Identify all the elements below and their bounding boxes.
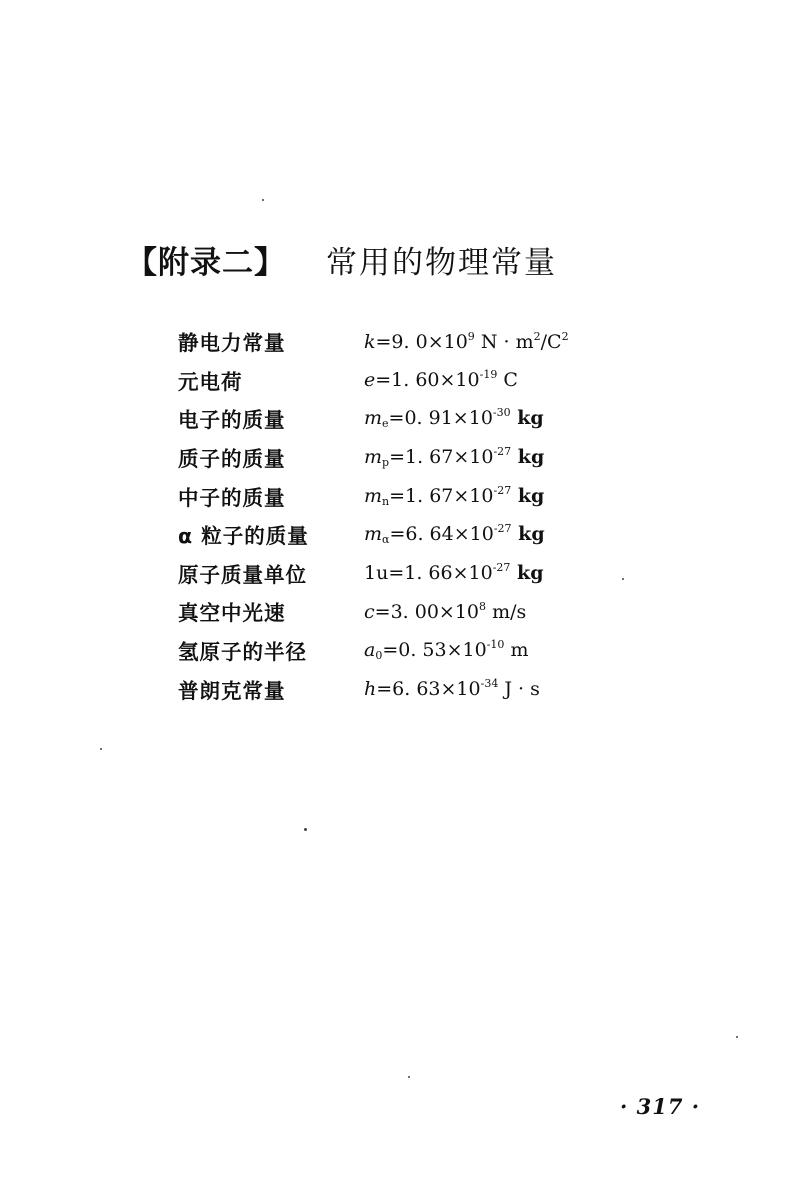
constant-subscript: 0 <box>375 649 383 663</box>
constant-subscript: e <box>382 417 389 431</box>
constant-name: 真空中光速 <box>178 601 286 626</box>
constant-mantissa: =6. 64×10 <box>389 523 494 546</box>
constant-symbol: k <box>364 330 376 353</box>
appendix-label: 【附录二】 <box>126 244 286 281</box>
constant-mantissa: =0. 53×10 <box>382 639 487 662</box>
constant-exponent: 9 <box>467 329 475 343</box>
scan-speck <box>736 1036 738 1038</box>
constant-value <box>364 561 544 584</box>
constant-symbol: m <box>364 446 383 469</box>
constant-name: 中子的质量 <box>178 485 286 510</box>
constant-value <box>364 638 528 662</box>
constant-row <box>178 438 698 477</box>
constant-symbol: m <box>364 407 383 430</box>
constant-exponent: 8 <box>479 599 487 613</box>
constant-mantissa: =0. 91×10 <box>388 407 493 430</box>
constant-mantissa: =9. 0×10 <box>375 330 468 353</box>
constant-mantissa: =1. 60×10 <box>375 369 480 392</box>
constant-unit: kg <box>511 484 545 507</box>
constant-mantissa: =1. 66×10 <box>388 562 493 585</box>
constant-name: 元电荷 <box>178 369 243 394</box>
constant-exponent: -19 <box>479 368 498 382</box>
scan-speck <box>622 578 624 580</box>
constant-exponent: -27 <box>492 561 511 575</box>
scan-speck <box>100 748 102 750</box>
constant-row <box>178 515 698 554</box>
constant-name: 静电力常量 <box>178 331 286 356</box>
constant-exponent: -27 <box>493 522 512 536</box>
constant-value <box>364 330 569 353</box>
constant-symbol: c <box>364 600 375 623</box>
constant-value <box>364 368 518 391</box>
constant-unit: C <box>497 369 518 392</box>
constant-unit: m/s <box>486 600 527 623</box>
scan-speck <box>262 199 264 201</box>
constant-row <box>178 669 698 708</box>
constant-subscript: α <box>382 533 390 547</box>
constant-mantissa: =6. 63×10 <box>376 678 481 701</box>
constant-unit: J · s <box>498 678 540 701</box>
constant-exponent: -34 <box>480 677 499 691</box>
constants-list <box>178 322 698 708</box>
page-number: · 317 · <box>620 1094 701 1119</box>
constant-mantissa: =1. 67×10 <box>389 484 494 507</box>
constant-subscript: n <box>382 494 390 508</box>
constant-symbol: h <box>364 678 377 701</box>
constant-row <box>178 361 698 400</box>
constant-symbol: e <box>364 369 376 392</box>
constant-name: 普朗克常量 <box>178 678 286 703</box>
scan-speck <box>408 1076 410 1078</box>
constant-name: α 粒子的质量 <box>178 524 309 549</box>
constant-row <box>178 592 698 631</box>
appendix-title: 常用的物理常量 <box>326 244 557 281</box>
constant-unit: N · m <box>474 330 534 353</box>
constant-mantissa: =3. 00×10 <box>374 600 480 623</box>
constant-symbol: 1u <box>364 562 389 585</box>
constant-value <box>364 522 545 546</box>
constant-row <box>178 554 698 593</box>
constant-symbol: m <box>364 484 383 507</box>
constant-symbol: m <box>364 523 383 546</box>
constant-exponent: -27 <box>493 445 512 459</box>
constant-unit-exponent: 2 <box>533 329 541 343</box>
constant-row <box>178 476 698 515</box>
constant-unit: kg <box>511 446 545 469</box>
constant-row <box>178 631 698 670</box>
constant-subscript: p <box>382 456 390 470</box>
constant-value <box>364 406 544 430</box>
constant-name: 原子质量单位 <box>178 562 307 587</box>
constant-unit: kg <box>510 407 544 430</box>
constant-value <box>364 677 540 700</box>
constant-name: 氢原子的半径 <box>178 640 307 665</box>
appendix-heading <box>126 234 557 284</box>
constant-unit-tail-exponent: 2 <box>561 329 569 343</box>
constant-exponent: -27 <box>493 483 512 497</box>
constant-mantissa: =1. 67×10 <box>389 446 494 469</box>
constant-symbol: a <box>364 639 376 662</box>
constant-unit: kg <box>511 523 545 546</box>
constant-value <box>364 445 544 469</box>
constant-name: 电子的质量 <box>178 408 286 433</box>
constant-exponent: -30 <box>492 406 511 420</box>
constant-value <box>364 484 544 508</box>
constant-unit: m <box>504 639 529 662</box>
constant-row <box>178 322 698 361</box>
constant-name: 质子的质量 <box>178 447 286 472</box>
scan-speck <box>304 828 307 831</box>
constant-row <box>178 399 698 438</box>
constant-unit: kg <box>510 562 544 585</box>
constant-exponent: -10 <box>486 638 505 652</box>
constant-unit-tail: /C <box>540 330 562 353</box>
constant-value <box>364 600 526 623</box>
